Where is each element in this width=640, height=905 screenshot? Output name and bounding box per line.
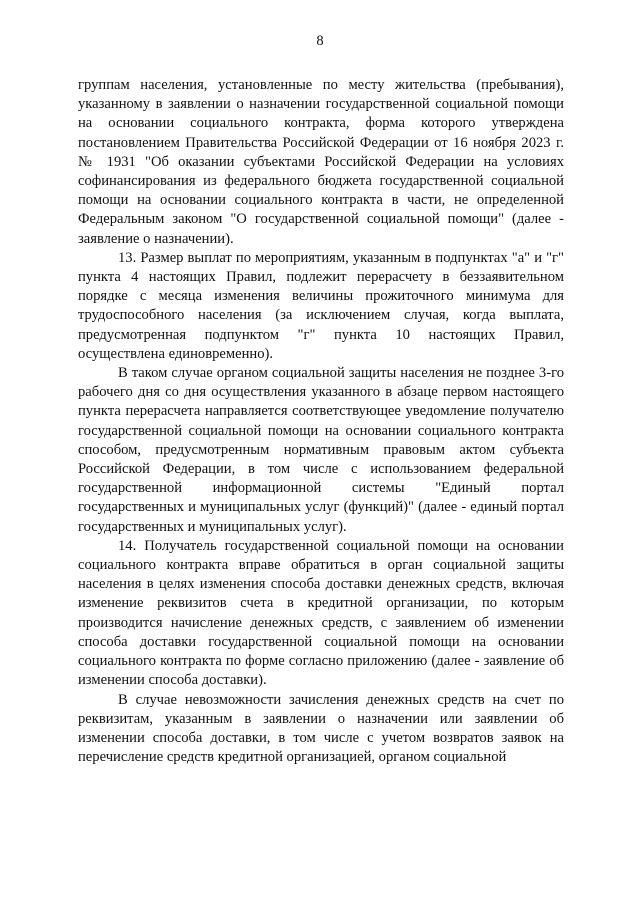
paragraph-notification: В таком случае органом социальной защиты населения не позднее 3-го рабочего дня со дня осуществления указанного в абзаце первом настоящего пункта перерасчета направляется соответствующее уведомление получателю государственной социальной помощи на основании социального контракта способом, предусмотренным нормативным правовым актом субъекта Российской Федерации, в том числе с использованием федеральной государственной информационной системы "Единый портал государственных и муниципальных услуг (функций)" (далее - единый портал государственных и муниципальных услуг). [78, 365, 564, 535]
paragraph-item-14: 14. Получатель государственной социальной помощи на основании социального контракта вправе обратиться в орган социальной защиты населения в целях изменения способа доставки денежных средств, включая изменение реквизитов счета в кредитной организации, по которым производится начисление денежных средств, с заявлением об изменении способа доставки государственной социальной помощи на основании социального контракта по форме согласно приложению (далее - заявление об изменении способа доставки). [78, 537, 564, 689]
paragraph-continuation: группам населения, установленные по месту жительства (пребывания), указанному в заявлении о назначении государственной социальной помощи на основании социального контракта, форма которого утверждена постановлением Правительства Российской Федерации от 16 ноября 2023 г. № 1931 "Об оказании субъектами Российской Федерации на условиях софинансирования из федерального бюджета государственной социальной помощи на основании социального контракта в части, не определенной Федеральным законом "О государственной социальной помощи" (далее - заявление о назначении). [78, 77, 564, 247]
page-number: 8 [316, 33, 324, 49]
paragraph-impossibility: В случае невозможности зачисления денежных средств на счет по реквизитам, указанным в заявлении о назначении или заявлении об изменении способа доставки, в том числе с учетом возвратов заявок на перечисление средств кредитной организацией, органом социальной [78, 691, 564, 766]
paragraph-item-13: 13. Размер выплат по мероприятиям, указанным в подпунктах "а" и "г" пункта 4 настоящих Правил, подлежит перерасчету в беззаявительном порядке с месяца изменения величины прожиточного минимума для трудоспособного населения (за исключением случая, когда выплата, предусмотренная подпунктом "г" пункта 10 настоящих Правил, осуществлена единовременно). [78, 249, 564, 362]
document-body [78, 76, 564, 767]
